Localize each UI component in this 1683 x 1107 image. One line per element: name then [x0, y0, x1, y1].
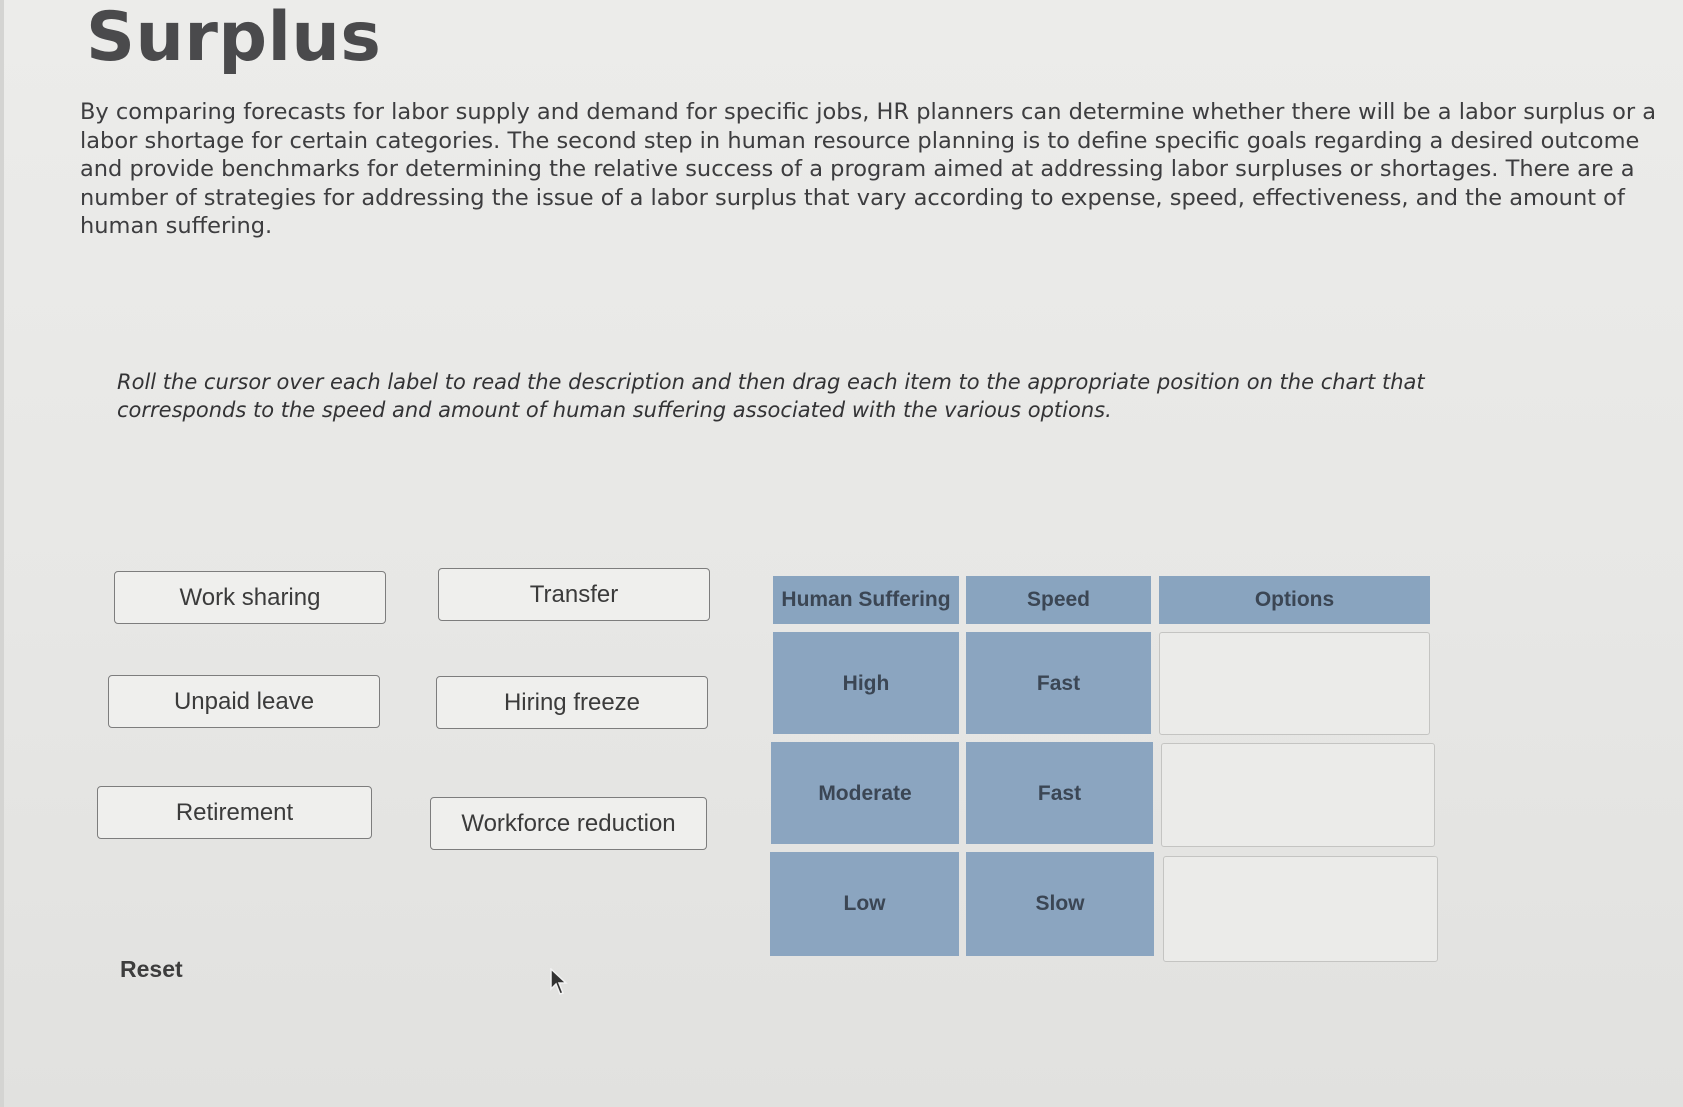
page-title: Surplus — [86, 0, 382, 77]
reset-button[interactable]: Reset — [120, 956, 183, 982]
drag-label-work-sharing[interactable]: Work sharing — [114, 571, 386, 624]
header-speed: Speed — [966, 576, 1151, 624]
header-options: Options — [1159, 576, 1430, 624]
intro-paragraph: By comparing forecasts for labor supply and demand for specific jobs, HR planners can determine whether there will be a labor surplus or a labor shortage for certain categories. The second step in human resource planning is to define specific goals regarding a desired outcome and provide benchmarks for determining the relative success of a program aimed at addressing labor surpluses or shortages. There are a number of strategies for addressing the issue of a labor surplus that vary according to expense, speed, effectiveness, and the amount of human suffering. — [80, 99, 1657, 239]
cell-speed-fast: Fast — [966, 742, 1153, 844]
drop-zone-row-1[interactable] — [1159, 632, 1430, 735]
drag-label-workforce-reduction[interactable]: Workforce reduction — [430, 797, 707, 850]
drag-label-unpaid-leave[interactable]: Unpaid leave — [108, 675, 380, 728]
header-human-suffering: Human Suffering — [773, 576, 959, 624]
cell-speed-slow: Slow — [966, 852, 1154, 956]
mouse-pointer-icon — [550, 968, 568, 996]
left-edge-divider — [0, 0, 4, 1107]
cell-suffering-high: High — [773, 632, 959, 734]
instructions-text: Roll the cursor over each label to read the description and then drag each item to the appropriate position on the chart that corresponds to the speed and amount of human suffering associated with the various options. — [117, 370, 1425, 422]
cell-suffering-low: Low — [770, 852, 959, 956]
drop-zone-row-3[interactable] — [1163, 856, 1438, 962]
drag-label-hiring-freeze[interactable]: Hiring freeze — [436, 676, 708, 729]
drop-zone-row-2[interactable] — [1161, 743, 1435, 847]
cell-suffering-moderate: Moderate — [771, 742, 959, 844]
cell-speed-fast: Fast — [966, 632, 1151, 734]
drag-label-retirement[interactable]: Retirement — [97, 786, 372, 839]
drag-label-transfer[interactable]: Transfer — [438, 568, 710, 621]
